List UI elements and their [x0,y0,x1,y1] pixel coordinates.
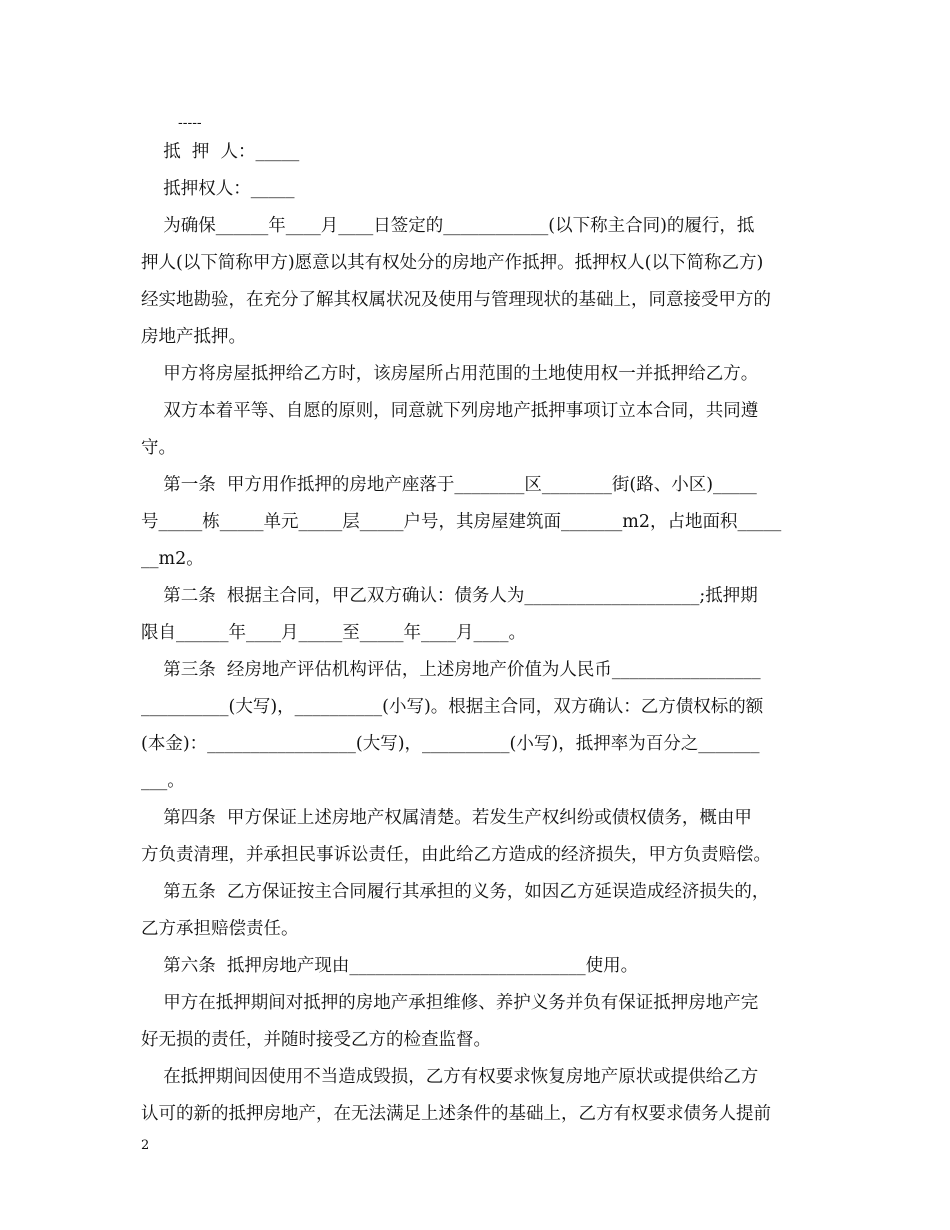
text-line: (本金)：_________________(大写)，__________(小写)，抵押率为百分之_______ [141,734,760,754]
text-line: 乙方承担赔偿责任。 [141,919,299,939]
page-number: 2 [141,1138,150,1153]
text-line: 守。 [141,438,176,458]
text-line: 第二条 根据主合同，甲乙双方确认：债务人为____________________;抵押期 [141,586,758,606]
text-line: 第五条 乙方保证按主合同履行其承担的义务，如因乙方延误造成经济损失的， [141,882,770,902]
text-line: 经实地勘验，在充分了解其权属状况及使用与管理现状的基础上，同意接受甲方的 [141,290,771,310]
text-line: ___。 [141,771,185,791]
text-line: 双方本着平等、自愿的原则，同意就下列房地产抵押事项订立本合同，共同遵 [141,401,759,421]
text-line: 好无损的责任，并随时接受乙方的检查监督。 [141,1030,491,1050]
text-line: 押人(以下简称甲方)愿意以其有权处分的房地产作抵押。抵押权人(以下简称乙方) [141,253,764,273]
text-line: 甲方在抵押期间对抵押的房地产承担维修、养护义务并负有保证抵押房地产完 [141,993,759,1013]
text-line: 抵押权人：_____ [141,179,295,199]
text-line: 在抵押期间因使用不当造成毁损，乙方有权要求恢复房地产原状或提供给乙方 [141,1067,759,1087]
text-line: 第六条 抵押房地产现由___________________________使用。 [141,956,639,976]
top-rule: ----- [178,115,202,131]
text-line: 认可的新的抵押房地产，在无法满足上述条件的基础上，乙方有权要求债务人提前 [141,1104,771,1124]
text-line: 为确保______年____月____日签定的____________(以下称主合同)的履行，抵 [141,216,755,236]
text-line: 甲方将房屋抵押给乙方时，该房屋所占用范围的土地使用权一并抵押给乙方。 [141,364,759,384]
text-line: 限自______年____月_____至_____年____月____。 [141,623,526,643]
text-line: 第三条 经房地产评估机构评估，上述房地产价值为人民币_________________ [141,660,761,680]
text-line: __________(大写)，__________(小写)。根据主合同，双方确认：乙方债权标的额 [141,697,764,717]
text-line: 抵 押 人：_____ [141,142,300,162]
text-line: 方负责清理，并承担民事诉讼责任，由此给乙方造成的经济损失，甲方负责赔偿。 [141,845,771,865]
document-body [141,112,825,1133]
text-line: 第四条 甲方保证上述房地产权属清楚。若发生产权纠纷或债权债务，概由甲 [141,808,752,828]
text-line: 房地产抵押。 [141,327,246,347]
text-line: __m2。 [141,549,204,569]
text-line: 第一条 甲方用作抵押的房地产座落于________区________街(路、小区)_____ [141,475,757,495]
text-line: 号_____栋_____单元_____层_____户号，其房屋建筑面_______m2，占地面积_____ [141,512,782,532]
text-lines [141,134,825,1133]
